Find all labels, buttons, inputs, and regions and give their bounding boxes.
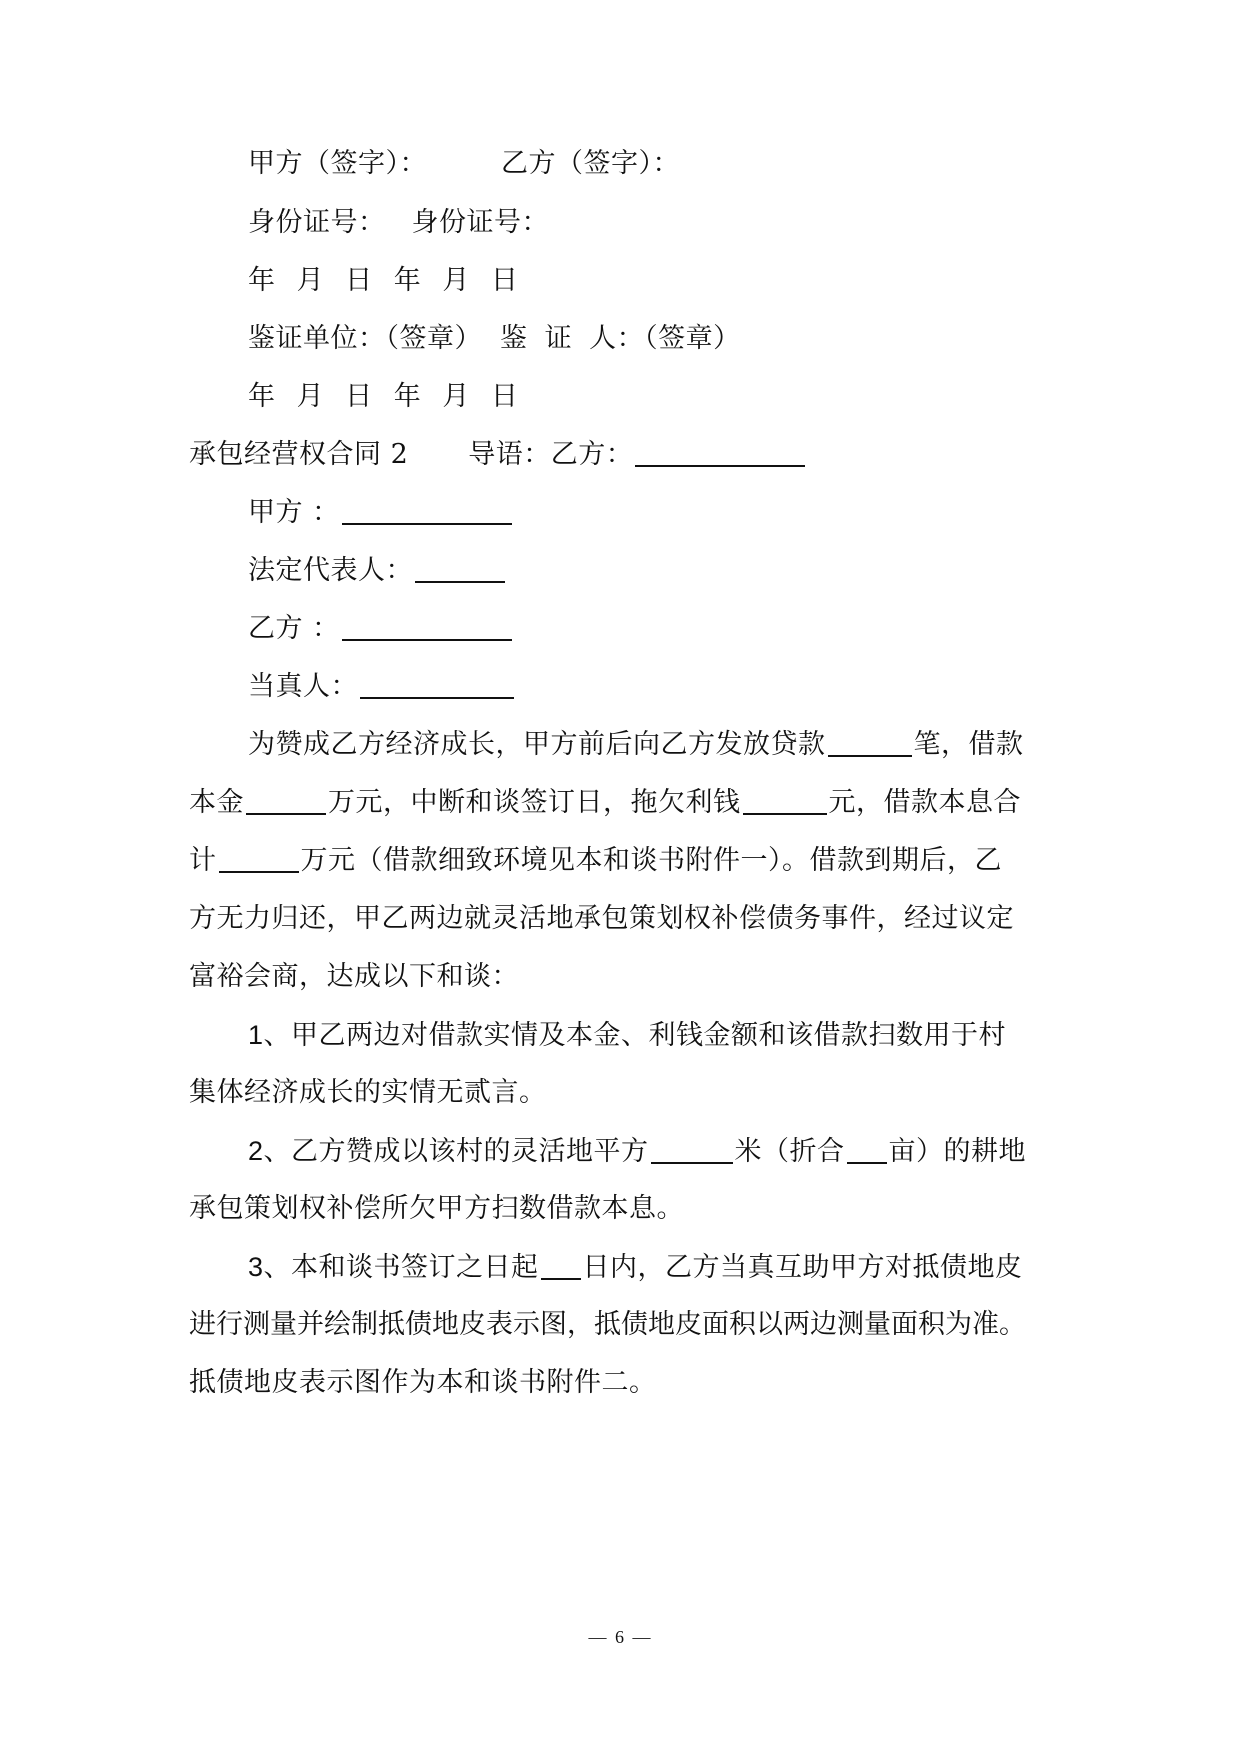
item-number: 3 xyxy=(248,1252,264,1282)
responsible-row xyxy=(248,667,516,707)
item-number: 2 xyxy=(248,1136,264,1166)
responsible-label: 当真人： xyxy=(248,671,358,702)
contract-title: 承包经营权合同 2 xyxy=(189,439,409,470)
legal-rep-row xyxy=(248,551,507,591)
paragraph-line: 富裕会商，达成以下和谈： xyxy=(189,961,519,992)
item-3-line xyxy=(248,1247,1023,1288)
notary-row xyxy=(248,319,741,359)
mu-blank xyxy=(847,1134,887,1164)
intro-party-b-blank xyxy=(635,437,805,467)
date-row-2: 年 月 日 年 月 日 xyxy=(248,381,519,412)
area-blank xyxy=(651,1134,733,1164)
legal-rep-label: 法定代表人： xyxy=(248,555,413,586)
item-1-line: 集体经济成长的实情无贰言。 xyxy=(189,1077,547,1108)
text-segment: 本金 xyxy=(189,787,244,818)
paragraph-line: 方无力归还，甲乙两边就灵活地承包策划权补偿债务事件，经过议定 xyxy=(189,903,1014,934)
text-segment: 米（折合 xyxy=(734,1136,845,1167)
text-segment: 亩）的耕地 xyxy=(888,1136,1027,1167)
party-b-sign-label: 乙方（签字）： xyxy=(501,148,680,179)
party-b-blank xyxy=(342,611,512,641)
loan-count-blank xyxy=(828,727,912,757)
paragraph-line xyxy=(189,783,1021,823)
item-2-line xyxy=(248,1131,1026,1172)
text-segment: 为赞成乙方经济成长，甲方前后向乙方发放贷款 xyxy=(248,729,826,760)
party-a-label: 甲方 ： xyxy=(248,497,340,528)
page-number: — 6 — xyxy=(588,1627,653,1647)
id-row xyxy=(248,203,549,243)
text-segment: 日内，乙方当真互助甲方对抵债地皮 xyxy=(582,1252,1023,1283)
contract-intro: 导语：乙方： xyxy=(468,439,634,470)
text-segment: 元，借款本息合 xyxy=(828,787,1021,818)
notary-person-label: 鉴 证 人：（签章） xyxy=(500,323,741,354)
responsible-blank xyxy=(360,669,514,699)
party-a-row xyxy=(248,493,514,533)
text-segment: 笔，借款 xyxy=(913,729,1024,760)
party-a-blank xyxy=(342,495,512,525)
paragraph-line xyxy=(248,725,1024,765)
date-row-1: 年 月 日 年 月 日 xyxy=(248,265,519,296)
id-a-label: 身份证号： xyxy=(248,207,386,238)
item-3-line: 抵债地皮表示图作为本和谈书附件二。 xyxy=(189,1367,657,1398)
contract-title-row xyxy=(189,435,807,475)
signature-row xyxy=(248,144,680,184)
interest-blank xyxy=(743,785,827,815)
party-a-sign-label: 甲方（签字）： xyxy=(248,148,427,179)
item-1-line xyxy=(248,1015,1006,1056)
party-b-label: 乙方 ： xyxy=(248,613,340,644)
item-2-line: 承包策划权补偿所欠甲方扫数借款本息。 xyxy=(189,1193,684,1224)
days-blank xyxy=(541,1250,581,1280)
text-segment: 、本和谈书签订之日起 xyxy=(263,1252,539,1283)
principal-blank xyxy=(246,785,326,815)
paragraph-line xyxy=(189,841,1002,881)
item-3-line: 进行测量并绘制抵债地皮表示图，抵债地皮面积以两边测量面积为准。 xyxy=(189,1309,1026,1340)
legal-rep-blank xyxy=(415,553,505,583)
text-segment: 万元，中断和谈签订日，拖欠利钱 xyxy=(328,787,741,818)
notary-unit-label: 鉴证单位：（签章） xyxy=(248,323,482,354)
text-segment: 计 xyxy=(189,845,217,876)
total-blank xyxy=(219,843,299,873)
id-b-label: 身份证号： xyxy=(411,207,549,238)
party-b-row xyxy=(248,609,514,649)
item-number: 1 xyxy=(248,1020,264,1050)
text-segment: 、甲乙两边对借款实情及本金、利钱金额和该借款扫数用于村 xyxy=(263,1020,1007,1051)
text-segment: 、乙方赞成以该村的灵活地平方 xyxy=(263,1136,649,1167)
text-segment: 万元（借款细致环境见本和谈书附件一）。借款到期后，乙 xyxy=(300,845,1002,876)
